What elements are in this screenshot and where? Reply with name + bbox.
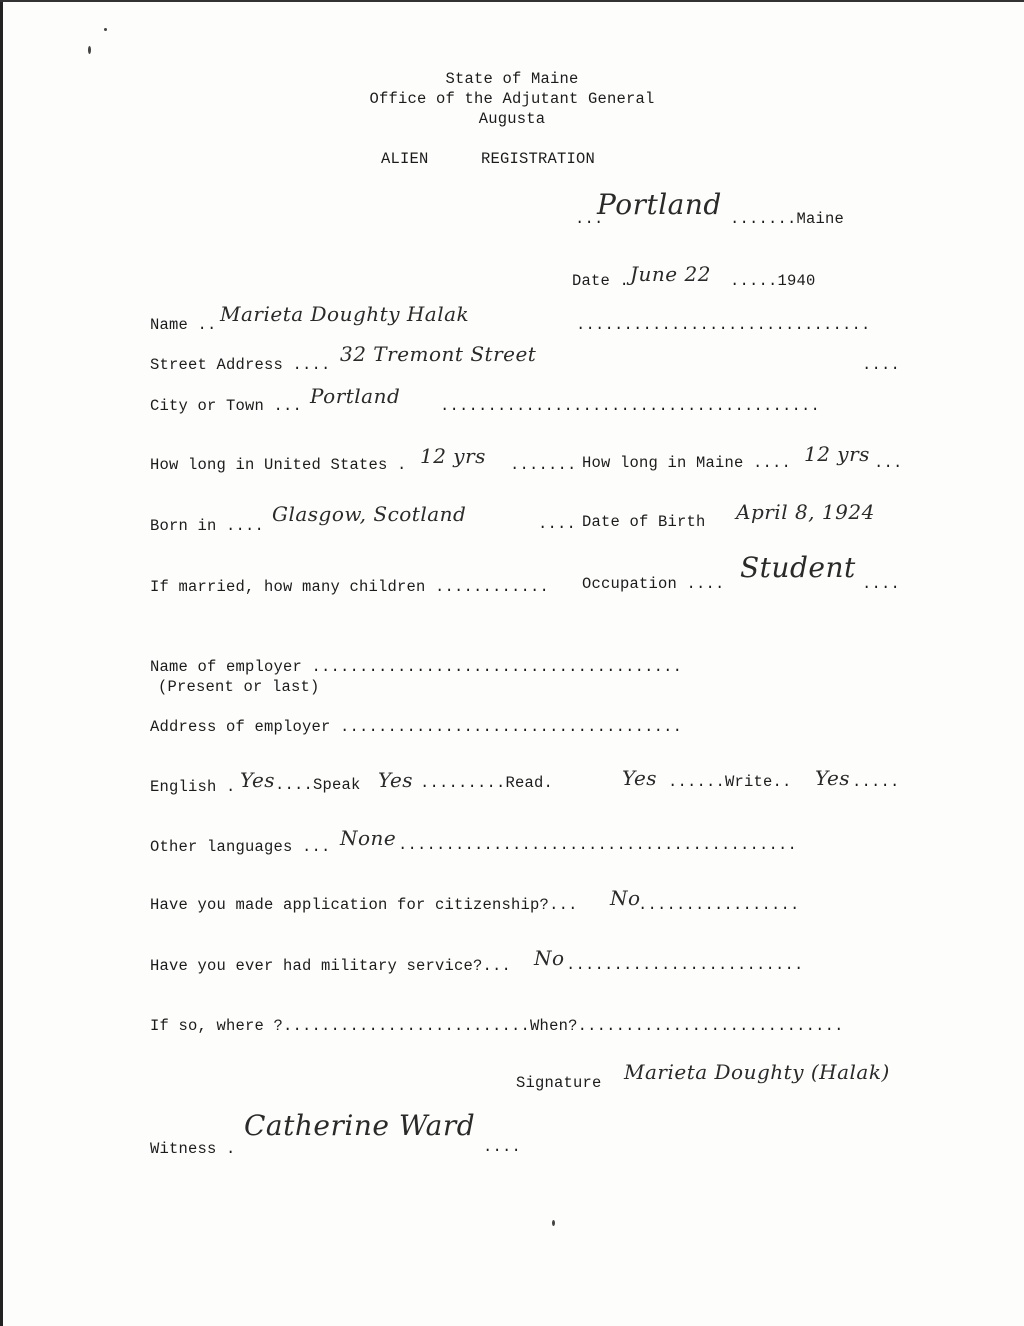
- street-value: 32 Tremont Street: [340, 342, 537, 366]
- city-value: Portland: [310, 384, 401, 408]
- place-value: Portland: [597, 188, 722, 221]
- citizenship-label: Have you made application for citizenship?...: [150, 896, 578, 914]
- speak-value: Yes: [378, 768, 414, 792]
- witness-label: Witness .: [150, 1140, 236, 1158]
- read-value: Yes: [622, 766, 658, 790]
- header-city: Augusta: [478, 110, 546, 128]
- english-value: Yes: [240, 768, 276, 792]
- scan-edge-left: [0, 0, 3, 1326]
- place-prefix: ...: [575, 210, 604, 228]
- citizenship-dots: .................: [638, 896, 800, 914]
- signature-label: Signature: [516, 1074, 602, 1092]
- maine-long-label: How long in Maine ....: [582, 454, 792, 472]
- scan-speck: [88, 46, 91, 54]
- us-long-label: How long in United States .: [150, 456, 407, 474]
- title-alien: ALIEN: [381, 150, 429, 168]
- date-suffix: .....1940: [730, 272, 816, 290]
- scan-speck: [552, 1220, 555, 1226]
- citizenship-value: No: [610, 886, 641, 910]
- street-label: Street Address ....: [150, 356, 331, 374]
- employer-address-label: Address of employer ....................................: [150, 718, 683, 736]
- name-label: Name ..: [150, 316, 217, 334]
- other-languages-label: Other languages ...: [150, 838, 331, 856]
- street-dots: ....: [862, 356, 901, 374]
- occupation-dots: ....: [862, 575, 901, 593]
- occupation-label: Occupation ....: [582, 575, 725, 593]
- scan-edge-top: [0, 0, 1024, 2]
- speak-dots: .........Read.: [420, 774, 554, 792]
- header-office: Office of the Adjutant General: [369, 90, 655, 108]
- military-value: No: [534, 946, 565, 970]
- children-label: If married, how many children ............: [150, 578, 550, 596]
- occupation-value: Student: [740, 551, 856, 584]
- title-registration: REGISTRATION: [481, 150, 596, 168]
- write-dots: .....: [852, 773, 900, 791]
- other-languages-value: None: [340, 826, 397, 850]
- born-label: Born in ....: [150, 517, 265, 535]
- read-dots: ......Write..: [668, 773, 792, 791]
- scan-speck: [104, 28, 107, 31]
- born-dots: ....: [538, 515, 577, 533]
- witness-dots: ....: [483, 1138, 522, 1156]
- if-so-label: If so, where ?..........................When?............................: [150, 1017, 844, 1035]
- name-value: Marieta Doughty Halak: [220, 302, 470, 326]
- witness-value: Catherine Ward: [244, 1109, 476, 1142]
- employer-label: Name of employer .......................................: [150, 658, 683, 676]
- employer-sublabel: (Present or last): [158, 678, 320, 696]
- other-languages-dots: ..........................................: [398, 836, 798, 854]
- born-value: Glasgow, Scotland: [272, 502, 467, 526]
- name-dots: ...............................: [576, 316, 871, 334]
- place-suffix: .......Maine: [730, 210, 845, 228]
- city-dots: ........................................: [440, 397, 821, 415]
- write-value: Yes: [815, 766, 851, 790]
- maine-long-value: 12 yrs: [804, 442, 870, 466]
- military-label: Have you ever had military service?...: [150, 957, 512, 975]
- english-label: English .: [150, 778, 236, 796]
- header-state: State of Maine: [445, 70, 579, 88]
- english-dots: ....Speak: [275, 776, 361, 794]
- maine-long-dots: ...: [874, 454, 903, 472]
- date-label: Date .: [572, 272, 630, 290]
- dob-value: April 8, 1924: [736, 500, 875, 524]
- date-value: June 22: [630, 262, 711, 286]
- city-label: City or Town ...: [150, 397, 303, 415]
- signature-value: Marieta Doughty (Halak): [624, 1060, 890, 1084]
- dob-label: Date of Birth: [582, 513, 706, 531]
- us-long-value: 12 yrs: [420, 444, 486, 468]
- military-dots: .........................: [566, 956, 804, 974]
- us-long-dots: .......: [510, 456, 577, 474]
